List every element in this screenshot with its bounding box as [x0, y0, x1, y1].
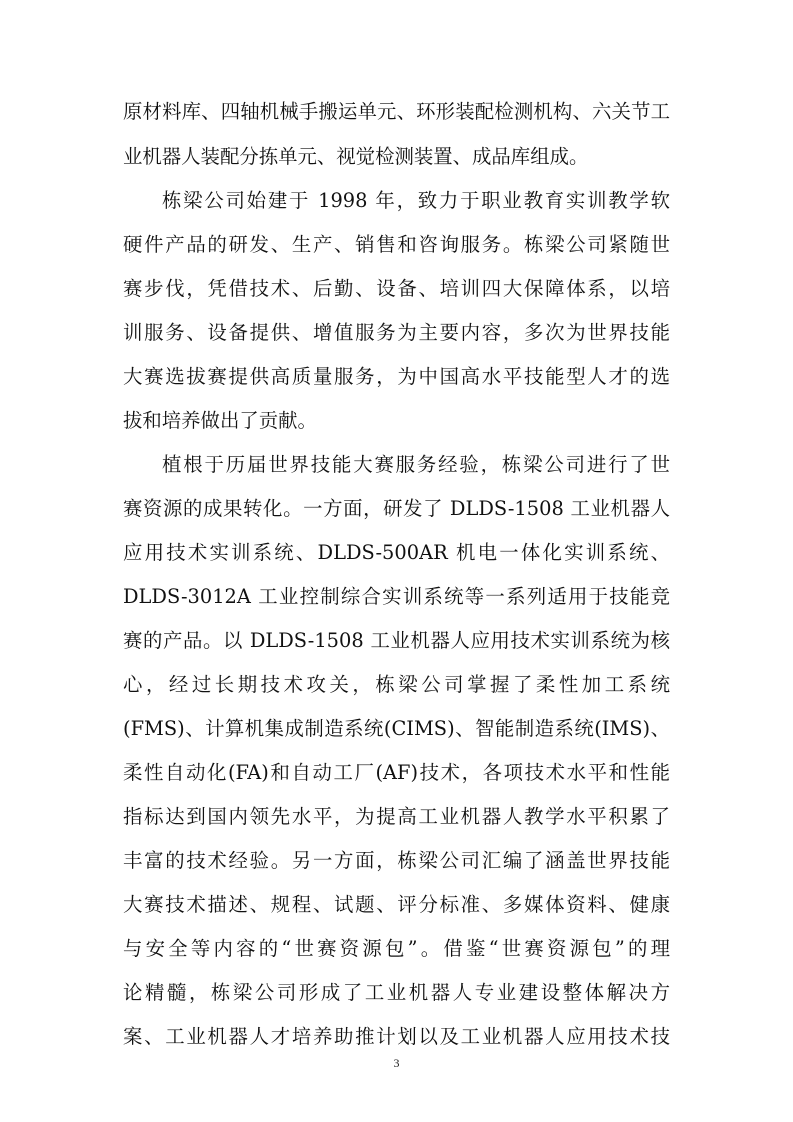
- paragraph-line: 大赛选拔赛提供高质量服务，为中国高水平技能型人才的选: [123, 365, 670, 388]
- paragraph-line: 丰富的技术经验。另一方面，栋梁公司汇编了涵盖世界技能: [123, 849, 670, 872]
- paragraph-line: 赛资源的成果转化。一方面，研发了 DLDS-1508 工业机器人: [123, 497, 670, 520]
- paragraph-line: 案、工业机器人才培养助推计划以及工业机器人应用技术技: [123, 1025, 670, 1048]
- paragraph-line: 业机器人装配分拣单元、视觉检测装置、成品库组成。: [123, 145, 589, 168]
- paragraph-line: 植根于历届世界技能大赛服务经验，栋梁公司进行了世: [162, 453, 670, 476]
- paragraph-line: 硬件产品的研发、生产、销售和咨询服务。栋梁公司紧随世: [123, 233, 670, 256]
- paragraph-line: 原材料库、四轴机械手搬运单元、环形装配检测机构、六关节工: [123, 100, 670, 123]
- paragraph-line: 柔性自动化(FA)和自动工厂(AF)技术，各项技术水平和性能: [123, 761, 670, 784]
- paragraph-line: 赛的产品。以 DLDS-1508 工业机器人应用技术实训系统为核: [123, 629, 670, 652]
- paragraph-line: 栋梁公司始建于 1998 年，致力于职业教育实训教学软: [162, 189, 670, 212]
- paragraph-line: 拔和培养做出了贡献。: [123, 409, 317, 432]
- paragraph-line: 心，经过长期技术攻关，栋梁公司掌握了柔性加工系统: [123, 673, 670, 696]
- paragraph-line: 赛步伐，凭借技术、后勤、设备、培训四大保障体系，以培: [123, 277, 670, 300]
- paragraph-line: 大赛技术描述、规程、试题、评分标准、多媒体资料、健康: [123, 893, 670, 916]
- paragraph-line: 训服务、设备提供、增值服务为主要内容，多次为世界技能: [123, 321, 670, 344]
- paragraph-line: 与安全等内容的“世赛资源包”。借鉴“世赛资源包”的理: [123, 937, 670, 960]
- paragraph-line: 指标达到国内领先水平，为提高工业机器人教学水平积累了: [123, 805, 670, 828]
- paragraph-line: 应用技术实训系统、DLDS-500AR 机电一体化实训系统、: [123, 541, 670, 564]
- page-number: 3: [393, 1056, 400, 1070]
- paragraph-line: (FMS)、计算机集成制造系统(CIMS)、智能制造系统(IMS)、: [123, 717, 670, 740]
- paragraph-line: DLDS-3012A 工业控制综合实训系统等一系列适用于技能竞: [123, 585, 670, 608]
- paragraph-line: 论精髓，栋梁公司形成了工业机器人专业建设整体解决方: [123, 981, 670, 1004]
